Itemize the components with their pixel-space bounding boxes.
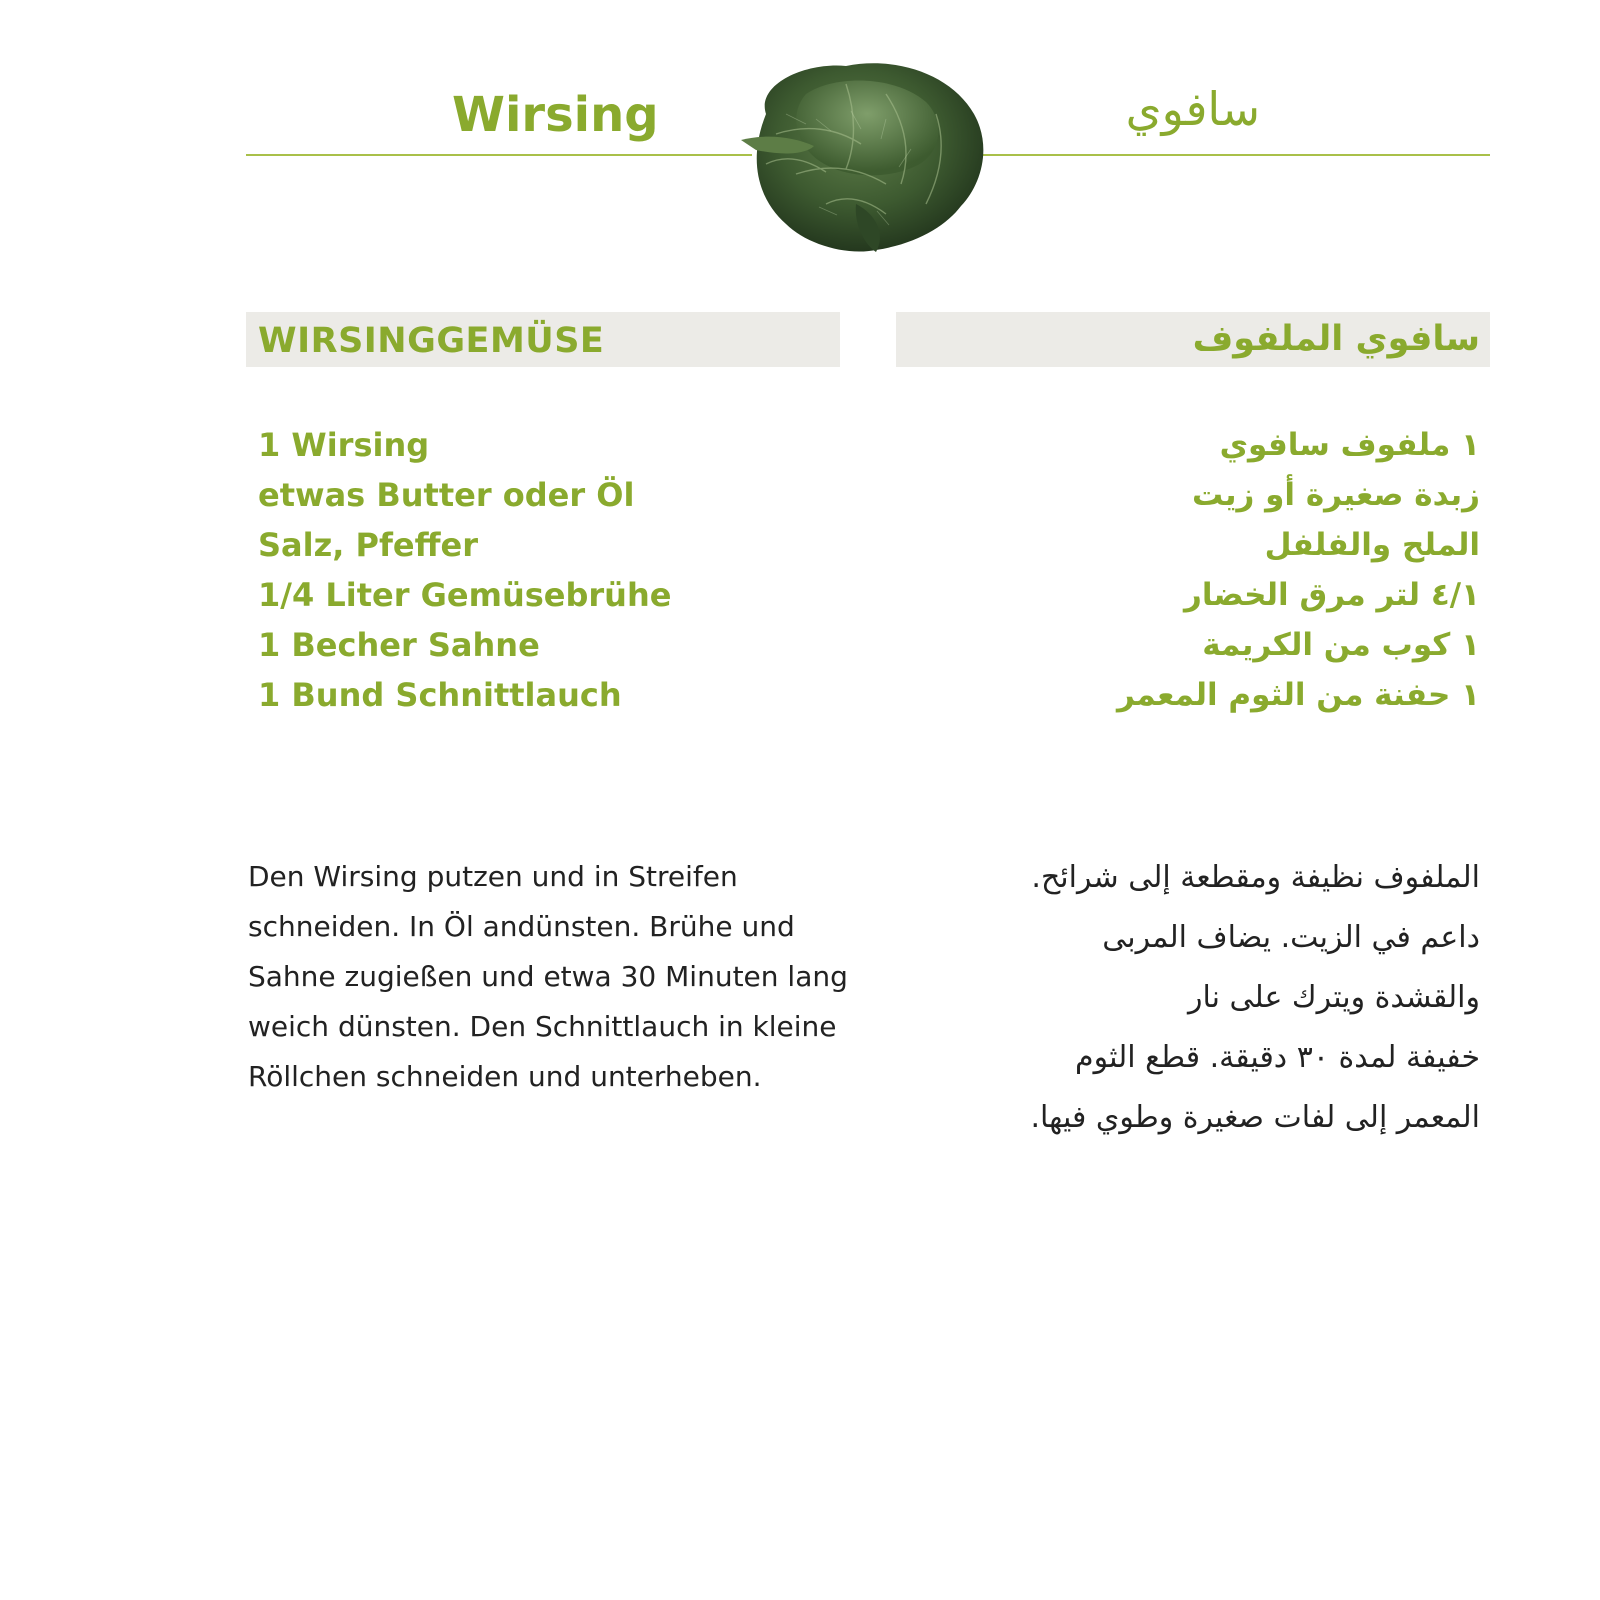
ingredient-item: ٤/١ لتر مرق الخضار [1184,577,1480,613]
page-title-arabic: سافوي [1125,82,1260,136]
ingredient-item: 1 Becher Sahne [258,626,540,664]
ingredient-item: زبدة صغيرة أو زيت [1192,477,1480,513]
ingredient-item: 1/4 Liter Gemüsebrühe [258,576,672,614]
ingredient-item: 1 Wirsing [258,426,430,464]
ingredients-list-german [258,420,778,720]
recipe-title-german: WIRSINGGEMÜSE [258,321,605,361]
instruction-line: المعمر إلى لفات صغيرة وطوي فيها. [1030,1100,1480,1135]
ingredient-item: etwas Butter oder Öl [258,476,635,514]
recipe-title-arabic: سافوي الملفوف [1192,319,1480,359]
header-rule-right [972,154,1490,156]
savoy-cabbage-image [736,54,992,260]
page-title-german: Wirsing [452,87,659,143]
instruction-line: والقشدة ويترك على نار [1188,980,1480,1015]
ingredient-item: ١ حفنة من الثوم المعمر [1117,677,1480,713]
instruction-line: داعم في الزيت. يضاف المربى [1102,920,1480,955]
header-rule-left [246,154,752,156]
instruction-line: الملفوف نظيفة ومقطعة إلى شرائح. [1031,860,1480,895]
ingredient-item: 1 Bund Schnittlauch [258,676,622,714]
instructions-arabic [960,848,1480,1148]
ingredient-item: ١ ملفوف سافوي [1219,427,1480,463]
instructions-german: Den Wirsing putzen und in Streifen schneiden. In Öl andünsten. Brühe und Sahne zugießen und etwa 30 Minuten lang weich dünsten. Den Schnittlauch in kleine Röllchen schneiden und unterheben. [248,860,848,1093]
ingredient-item: ١ كوب من الكريمة [1202,627,1480,663]
ingredients-list-arabic [960,420,1480,720]
ingredient-item: Salz, Pfeffer [258,526,479,564]
instruction-line: خفيفة لمدة ٣٠ دقيقة. قطع الثوم [1075,1040,1480,1075]
ingredient-item: الملح والفلفل [1264,527,1480,563]
